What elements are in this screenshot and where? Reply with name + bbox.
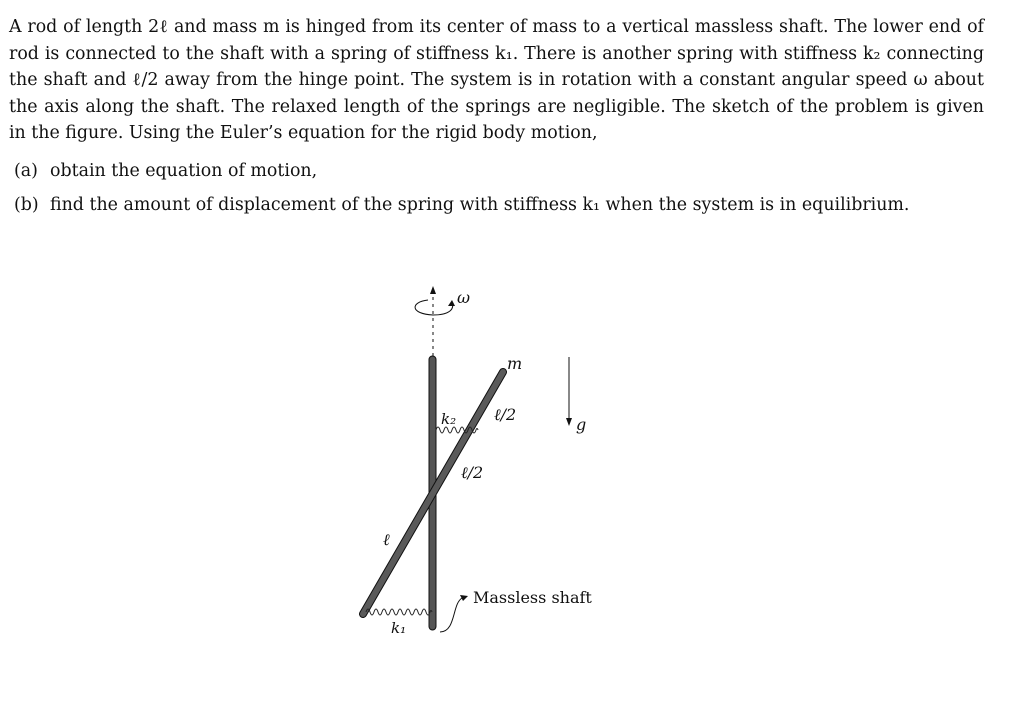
k2-label: k₂ [441,410,457,428]
omega-label: ω [457,288,471,307]
shaft-label: Massless shaft [473,588,592,607]
gravity-label: g [576,415,587,434]
axis-arrowhead [430,286,436,294]
problem-text: A rod of length 2ℓ and mass m is hinged from its center of mass to a vertical massless shaft. The lower end of rod is connected to the shaft with a spring of stiffness k₁. There is another spring with stiffness k₂ connecting the shaft and ℓ/2 away from the hinge point. The system is in rotation with a constant angular speed ω about the axis along the shaft. The relaxed length of the springs are negligible. The sketch of the problem is given in the figure. Using the Euler’s equation for the rigid body motion, [9,17,984,143]
spring-k1 [366,609,432,615]
part-label: (b) [14,195,39,215]
rotation-arrow-icon [415,300,453,315]
shaft-pointer [440,598,462,632]
part-text: obtain the equation of motion, [50,161,318,181]
upper-half-length-label: ℓ/2 [494,405,517,424]
k1-label: k₁ [391,619,407,637]
length-label: ℓ [383,530,390,549]
part-text: find the amount of displacement of the spring with stiffness k₁ when the system is in equilibrium. [50,195,910,215]
gravity-arrowhead [566,418,572,426]
part-label: (a) [14,161,38,181]
lower-half-length-label: ℓ/2 [461,463,484,482]
mass-label: m [507,354,523,373]
